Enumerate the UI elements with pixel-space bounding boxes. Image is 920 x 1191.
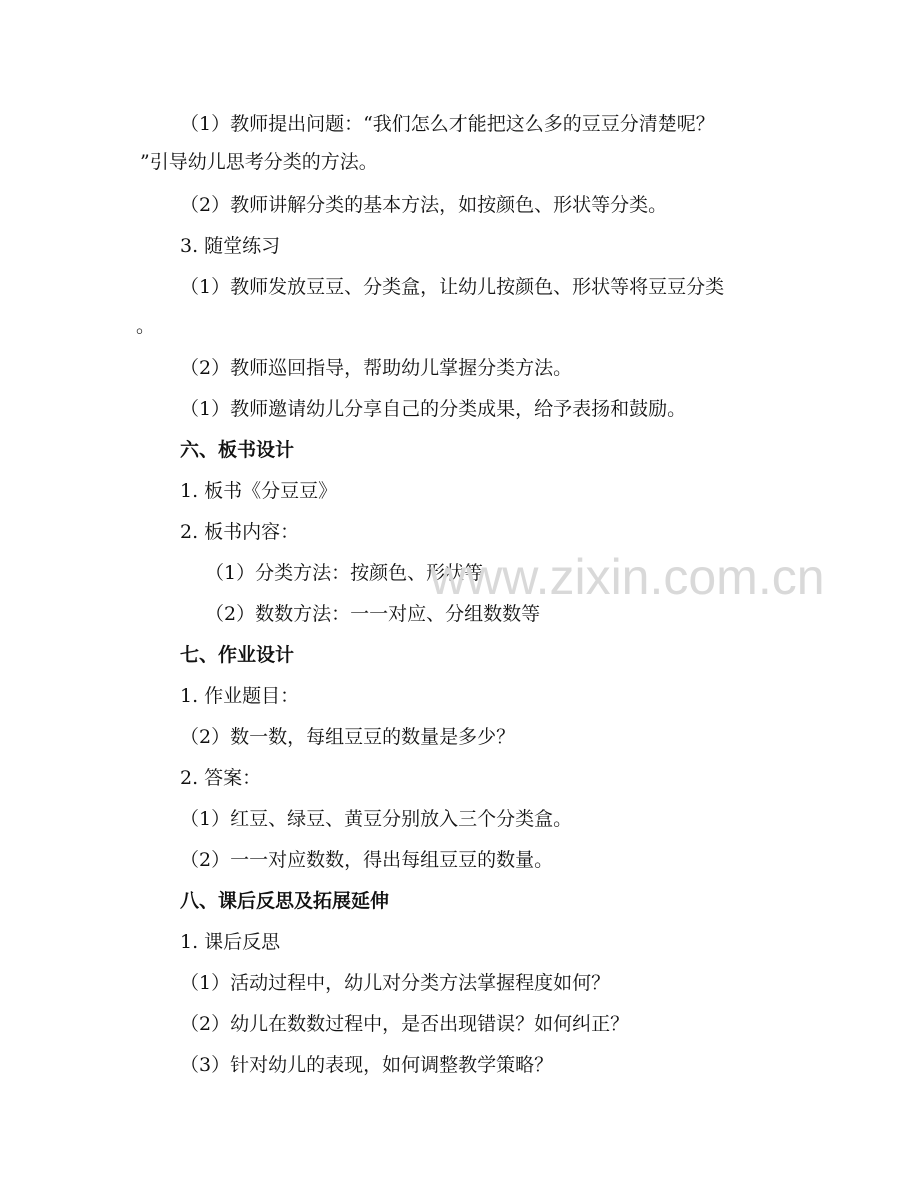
paragraph-line: 。 xyxy=(136,315,156,337)
paragraph-line: （2）教师讲解分类的基本方法，如按颜色、形状等分类。 xyxy=(180,194,668,216)
paragraph-line: （1）分类方法：按颜色、形状等 xyxy=(205,562,484,584)
section-heading: 八、课后反思及拓展延伸 xyxy=(180,890,390,912)
paragraph-line: 2. 板书内容： xyxy=(180,521,300,543)
paragraph-line: 3. 随堂练习 xyxy=(180,235,281,257)
paragraph-line: （2）数数方法：一一对应、分组数数等 xyxy=(205,603,541,625)
paragraph-line: ”引导幼儿思考分类的方法。 xyxy=(140,151,378,173)
paragraph-line: （3）针对幼儿的表现，如何调整教学策略？ xyxy=(180,1054,554,1076)
paragraph-line: 1. 作业题目： xyxy=(180,685,300,707)
paragraph-line: （1）红豆、绿豆、黄豆分别放入三个分类盒。 xyxy=(180,808,573,830)
section-heading: 七、作业设计 xyxy=(180,644,295,666)
paragraph-line: 1. 板书《分豆豆》 xyxy=(180,480,338,502)
paragraph-line: （2）一一对应数数，得出每组豆豆的数量。 xyxy=(180,849,554,871)
paragraph-line: 1. 课后反思 xyxy=(180,931,281,953)
paragraph-line: （1）教师邀请幼儿分享自己的分类成果，给予表扬和鼓励。 xyxy=(180,398,687,420)
paragraph-line: （2）数一数，每组豆豆的数量是多少？ xyxy=(180,726,516,748)
paragraph-line: （1）活动过程中，幼儿对分类方法掌握程度如何？ xyxy=(180,972,611,994)
paragraph-line: 2. 答案： xyxy=(180,767,262,789)
paragraph-line: （1）教师提出问题：“我们怎么才能把这么多的豆豆分清楚呢？ xyxy=(180,113,715,135)
section-heading: 六、板书设计 xyxy=(180,439,295,461)
paragraph-line: （2）幼儿在数数过程中，是否出现错误？如何纠正？ xyxy=(180,1013,630,1035)
paragraph-line: （2）教师巡回指导，帮助幼儿掌握分类方法。 xyxy=(180,357,573,379)
paragraph-line: （1）教师发放豆豆、分类盒，让幼儿按颜色、形状等将豆豆分类 xyxy=(180,276,725,298)
watermark: www.zixin.com.cn xyxy=(430,549,825,605)
